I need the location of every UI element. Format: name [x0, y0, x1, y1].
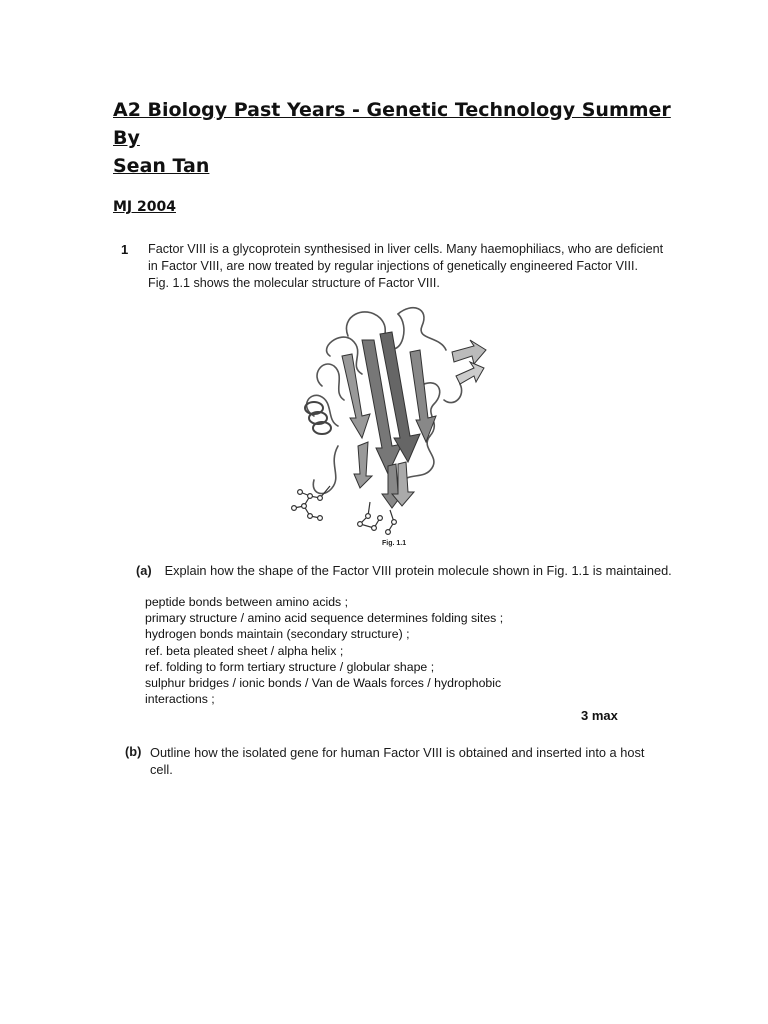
part-b-label-wrap — [125, 744, 141, 759]
figure-caption: Fig. 1.1 — [382, 540, 407, 547]
title-line-1: A2 Biology Past Years - Genetic Technology Summer By — [113, 99, 671, 149]
answer-line: ref. folding to form tertiary structure / globular shape ; — [145, 659, 435, 674]
title-line-2: Sean Tan — [113, 155, 210, 177]
answer-line: hydrogen bonds maintain (secondary structure) ; — [145, 627, 410, 642]
part-a-question — [136, 563, 672, 578]
part-b-text — [150, 744, 660, 778]
answer-line: interactions ; — [145, 692, 215, 707]
part-a-label: (a) — [136, 563, 152, 578]
part-b-label: (b) — [125, 744, 142, 759]
answer-line: peptide bonds between amino acids ; — [145, 595, 349, 609]
part-a-text: Explain how the shape of the Factor VIII protein molecule shown in Fig. 1.1 is maintained. — [164, 563, 672, 578]
marks-label: 3 max — [581, 708, 618, 723]
part-b-text-line: Outline how the isolated gene for human Factor VIII is obtained and inserted into a host — [150, 745, 645, 760]
answer-line: ref. beta pleated sheet / alpha helix ; — [145, 643, 344, 658]
answer-line: sulphur bridges / ionic bonds / Van de Waals forces / hydrophobic — [145, 676, 502, 691]
protein-structure-figure — [270, 296, 510, 536]
document-title — [113, 96, 673, 180]
section-heading: MJ 2004 — [113, 199, 176, 215]
question-text-line: in Factor VIII, are now treated by regular injections of genetically engineered Factor VIII. — [148, 259, 639, 273]
answer-line: primary structure / amino acid sequence determines folding sites ; — [145, 611, 504, 626]
question-text-line: Fig. 1.1 shows the molecular structure of Factor VIII. — [148, 276, 440, 290]
part-b-text-line: cell. — [150, 762, 173, 777]
question-text-line: Factor VIII is a glycoprotein synthesised in liver cells. Many haemophiliacs, who are deficient — [148, 242, 664, 256]
part-a-answers — [145, 594, 503, 707]
question-text — [148, 241, 664, 292]
question-number: 1 — [121, 242, 129, 257]
